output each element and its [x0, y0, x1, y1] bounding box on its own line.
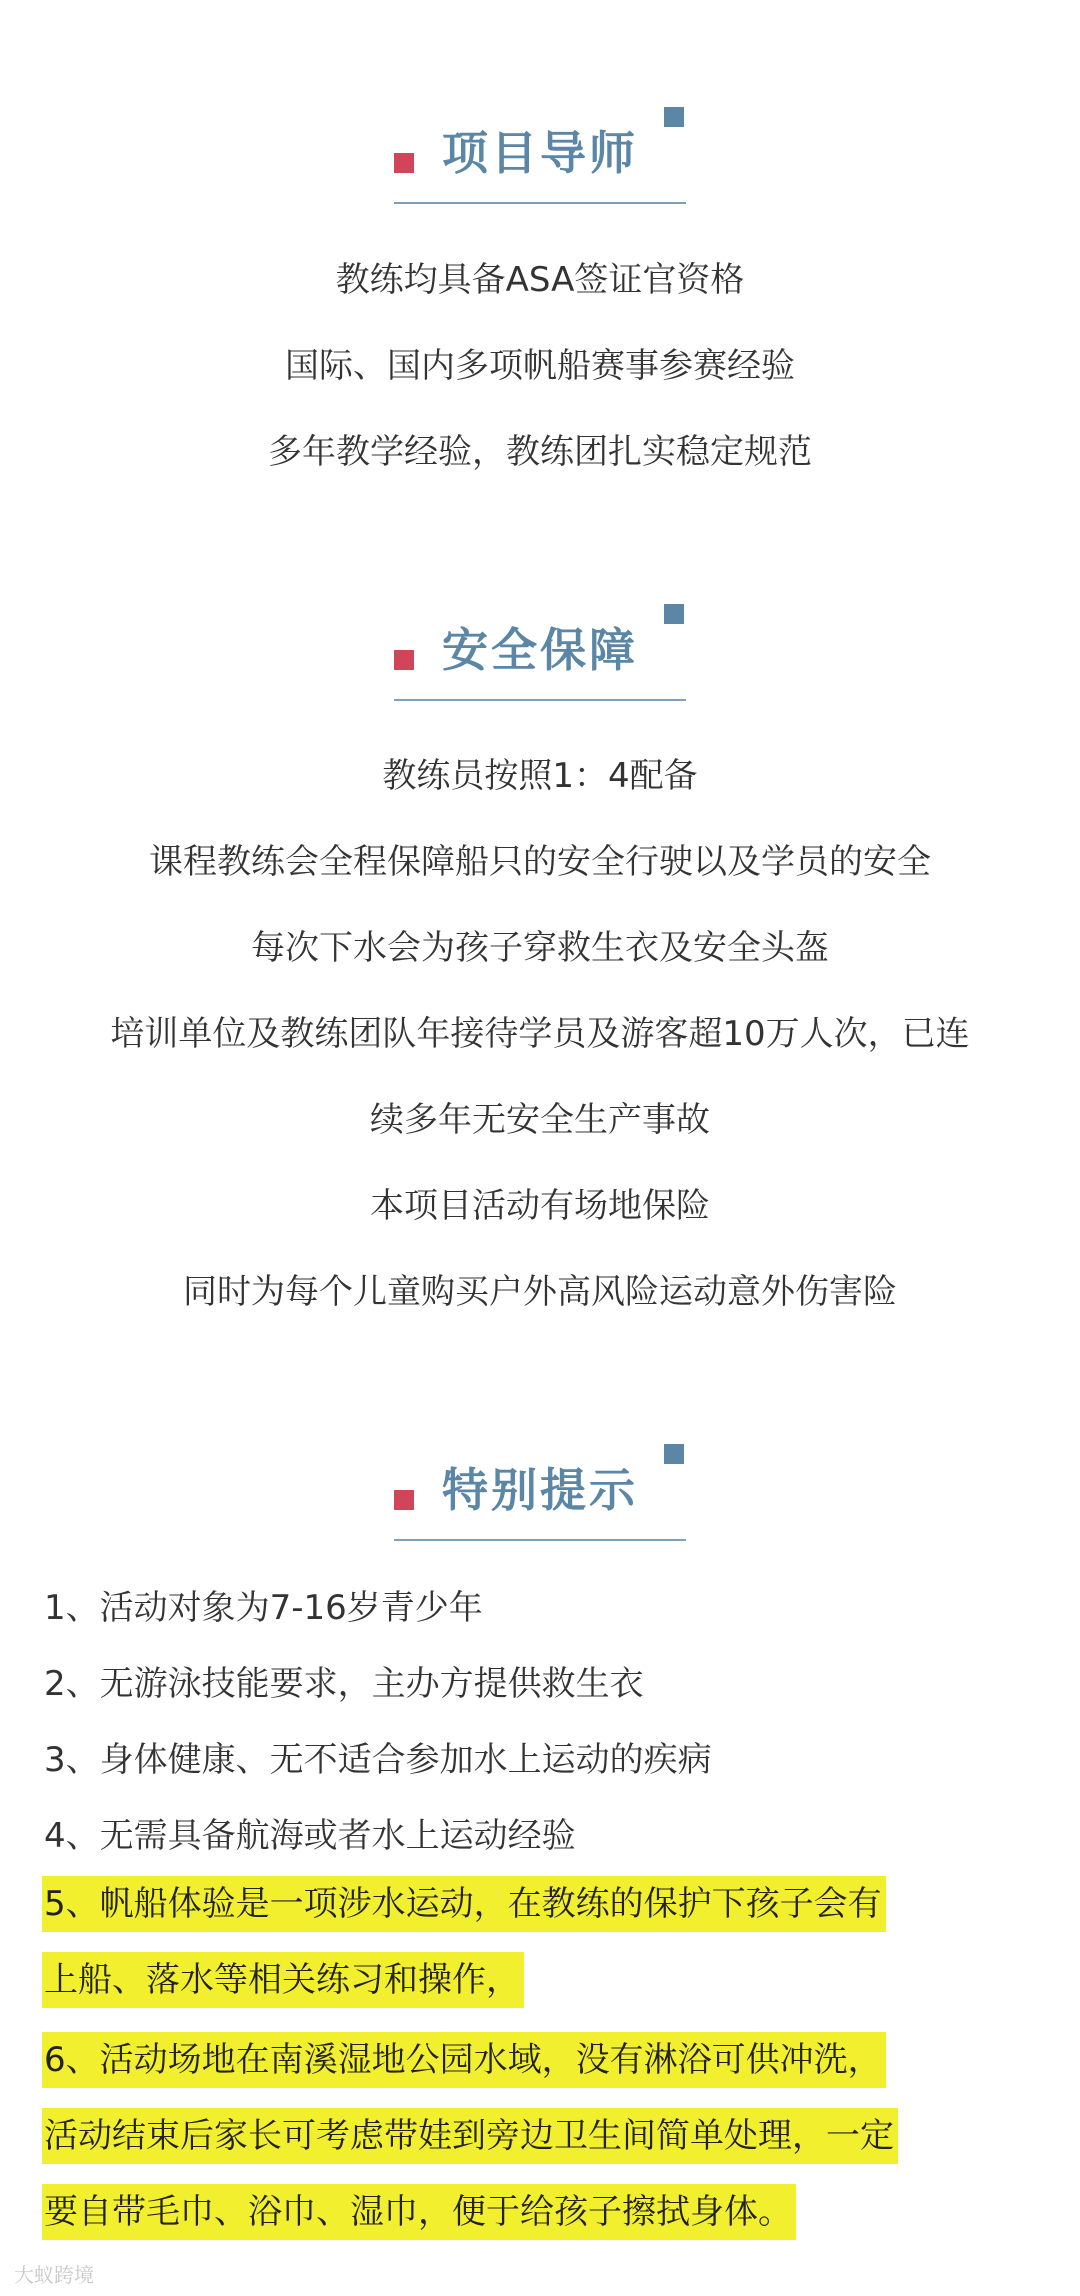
list-item: 同时为每个儿童购买户外高风险运动意外伤害险 [183, 1272, 897, 1312]
section-header-notes [0, 1432, 1080, 1562]
section-header-mentors [0, 95, 1080, 225]
highlighted-line: 6、活动场地在南溪湿地公园水域，没有淋浴可供冲洗， [42, 2032, 886, 2088]
highlighted-line: 要自带毛巾、浴巾、湿巾，便于给孩子擦拭身体。 [42, 2184, 796, 2240]
list-item: 多年教学经验，教练团扎实稳定规范 [268, 432, 812, 472]
list-item: 续多年无安全生产事故 [370, 1100, 710, 1140]
list-item: 培训单位及教练团队年接待学员及游客超10万人次，已连 [110, 1014, 970, 1054]
list-item: 3、身体健康、无不适合参加水上运动的疾病 [44, 1740, 712, 1780]
list-item: 教练均具备ASA签证官资格 [335, 260, 745, 300]
title-underline [394, 202, 686, 204]
watermark: 大蚁跨境 [14, 2263, 94, 2287]
list-item: 本项目活动有场地保险 [370, 1186, 710, 1226]
list-item: 课程教练会全程保障船只的安全行驶以及学员的安全 [149, 842, 931, 882]
red-square-icon [394, 153, 414, 173]
highlighted-line: 活动结束后家长可考虑带娃到旁边卫生间简单处理，一定 [42, 2108, 898, 2164]
list-item: 每次下水会为孩子穿救生衣及安全头盔 [251, 928, 829, 968]
list-item: 国际、国内多项帆船赛事参赛经验 [285, 346, 795, 386]
highlighted-line: 上船、落水等相关练习和操作， [42, 1952, 524, 2008]
section-title: 特别提示 [442, 1463, 638, 1517]
title-underline [394, 1539, 686, 1541]
section-title: 安全保障 [442, 623, 638, 677]
highlighted-line: 5、帆船体验是一项涉水运动，在教练的保护下孩子会有 [42, 1876, 886, 1932]
list-item: 1、活动对象为7-16岁青少年 [44, 1588, 483, 1628]
list-item: 4、无需具备航海或者水上运动经验 [44, 1816, 576, 1856]
list-item: 教练员按照1：4配备 [382, 756, 698, 796]
list-item: 2、无游泳技能要求，主办方提供救生衣 [44, 1664, 644, 1704]
section-title: 项目导师 [442, 126, 638, 180]
red-square-icon [394, 1490, 414, 1510]
section-header-safety [0, 592, 1080, 722]
red-square-icon [394, 650, 414, 670]
title-underline [394, 699, 686, 701]
